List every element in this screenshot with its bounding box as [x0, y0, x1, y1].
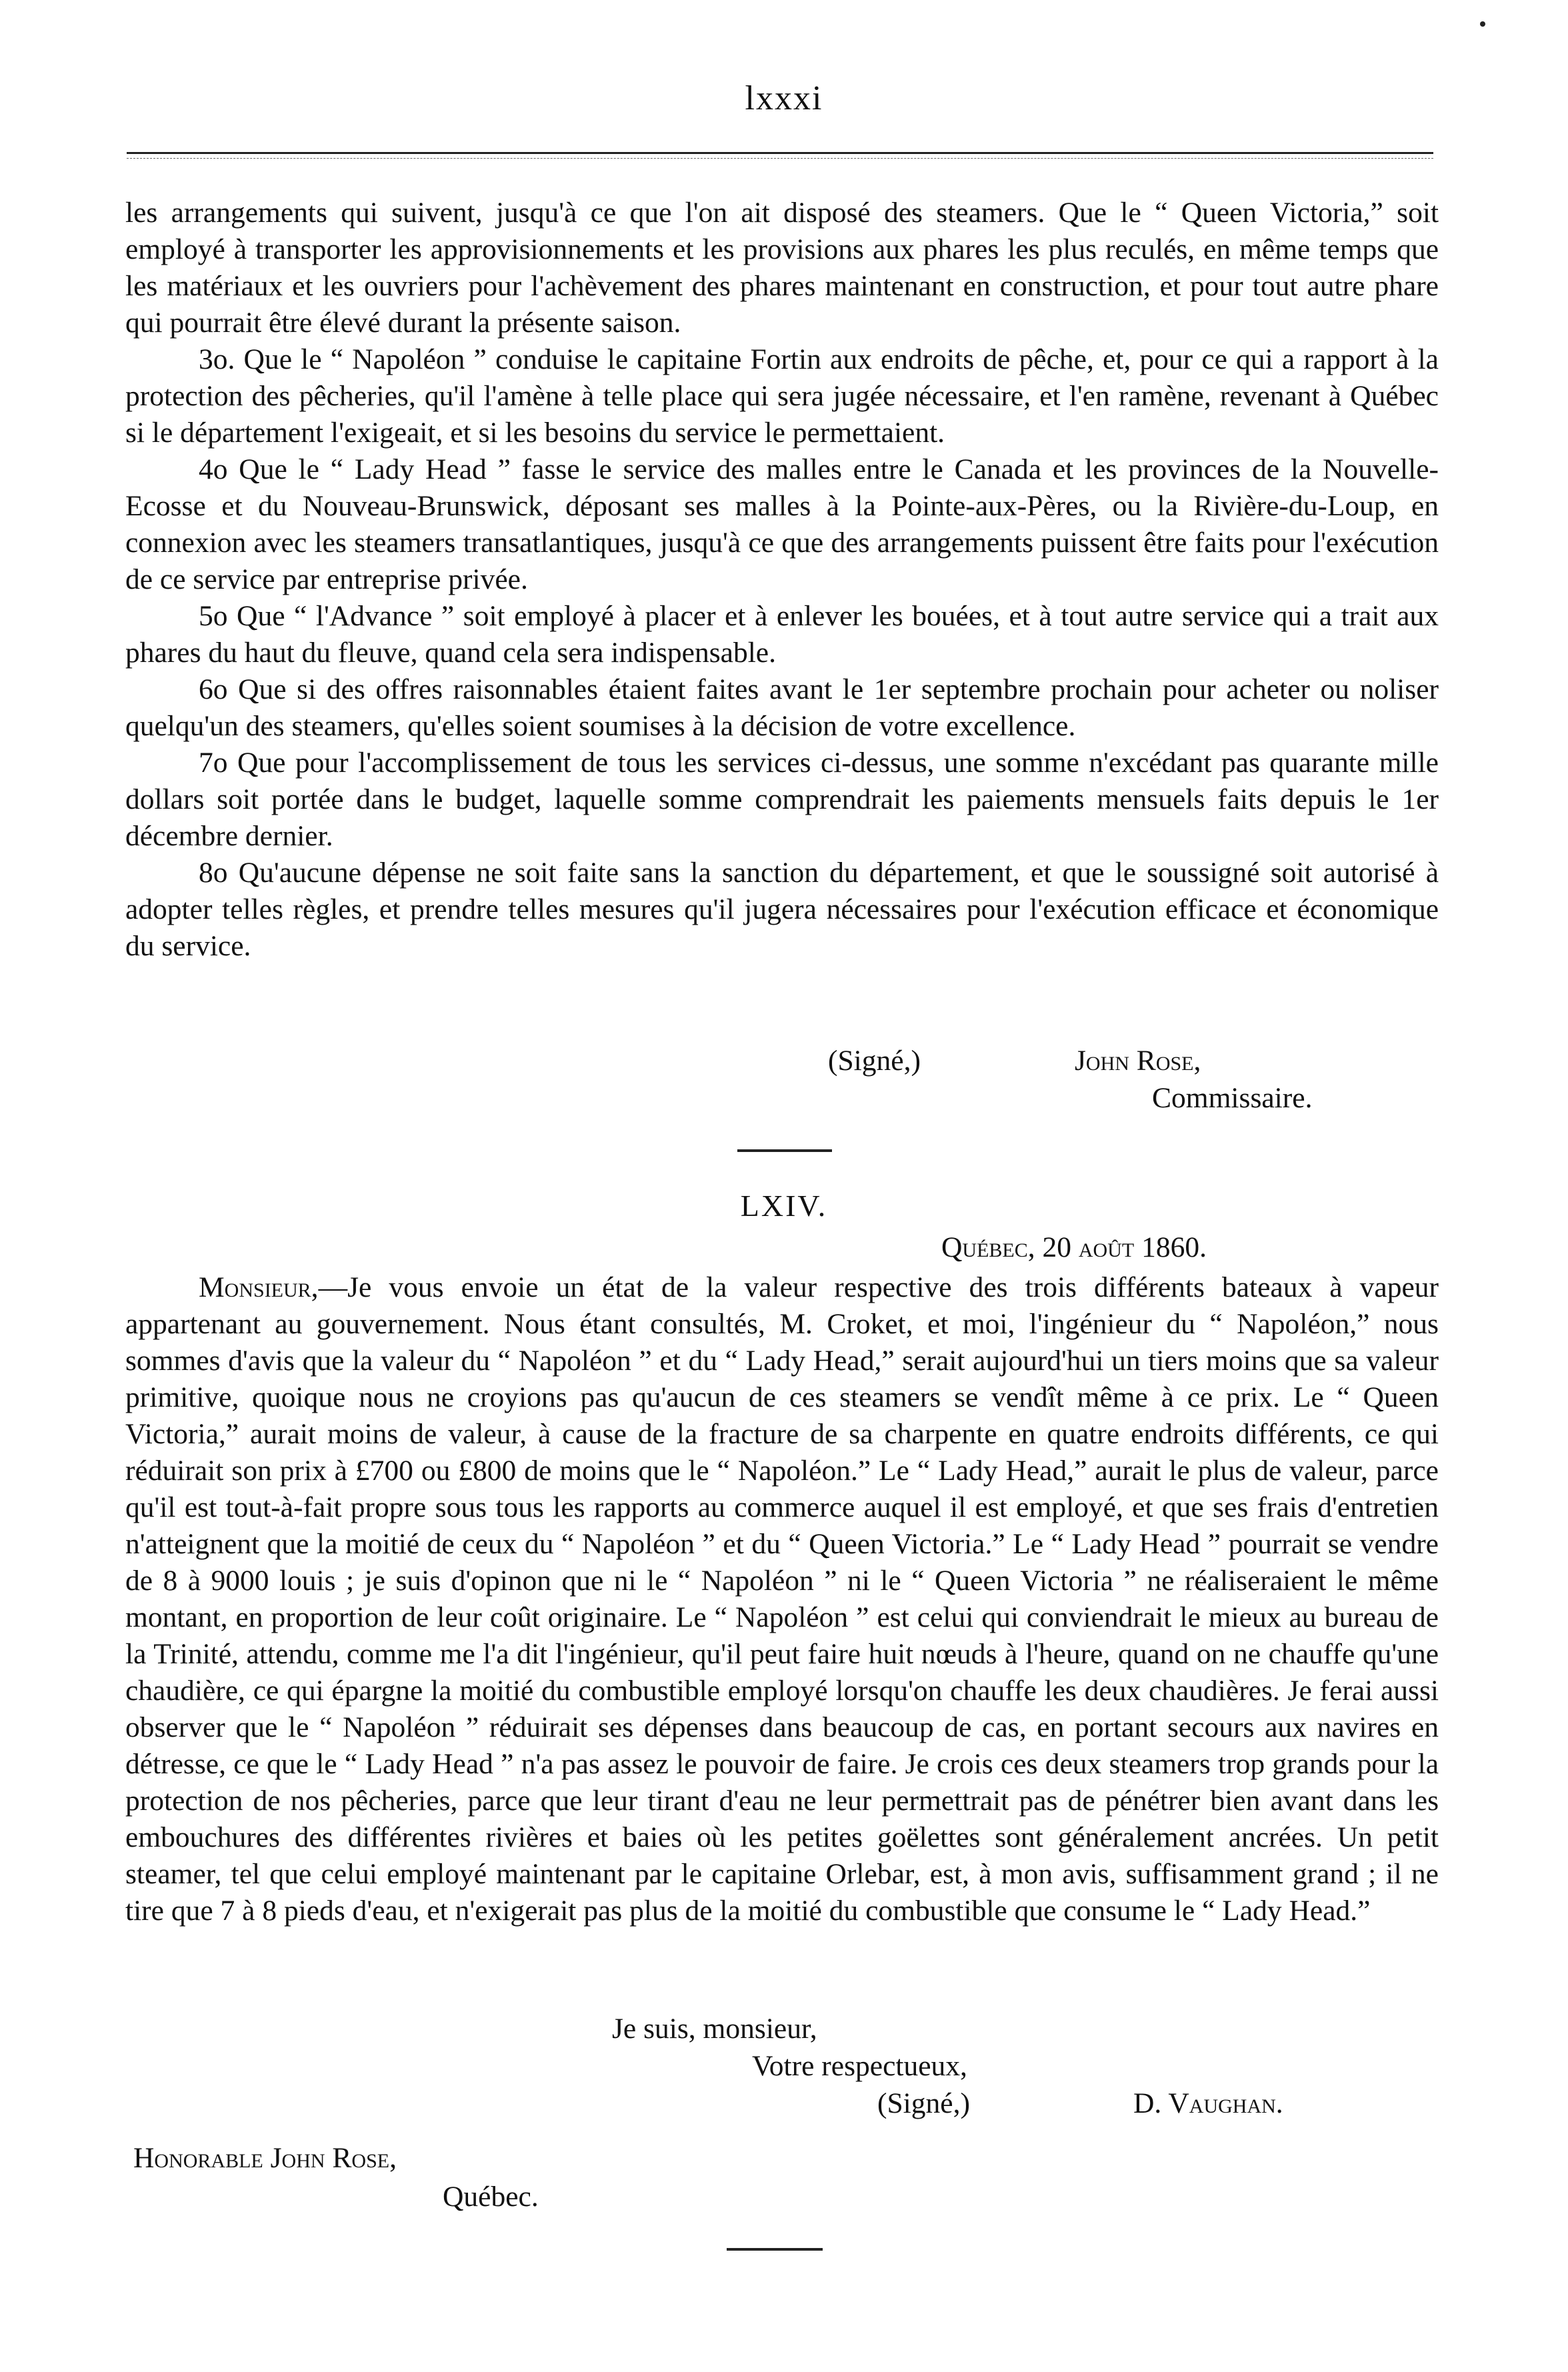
letter-text: —Je vous envoie un état de la valeur respective des trois différents bateaux à vapeur appartenant au gouvernement. Nous étant consultés, M. Croket, et moi, l'ingénieur du “ Napoléon,” nous sommes d'avis que la valeur du “ Napoléon ” et du “ Lady Head,” serait aujourd'hui un tiers moins que sa valeur primitive, quoique nous ne croyions pas qu'aucun de ces steamers se vendît même à ce prix. Le “ Queen Victoria,” aurait moins de valeur, à cause de la fracture de sa charpente en quatre endroits différents, ce qui réduirait son prix à £700 ou £800 de moins que le “ Napoléon.” Le “ Lady Head,” aurait le plus de valeur, parce qu'il est tout-à-fait propre sous tous les rapports au commerce auquel il est employé, et que ses frais d'entretien n'atteignent que la moitié de ceux du “ Napoléon ” et du “ Queen Victoria.” Le “ Lady Head ” pourrait se vendre de 8 à 9000 louis ; je suis d'opinon que ni le “ Napoléon ” ni le “ Queen Victoria ” ne réaliseraient le même montant, en proportion de leur coût originaire. Le “ Napoléon ” est celui qui conviendrait le mieux au bureau de la Trinité, attendu, comme me l'a dit l'ingénieur, qu'il peut faire huit nœuds à l'heure, quand on ne chauffe qu'une chaudière, ce qui épargne la moitié du combustible employé lorsqu'on chauffe les deux chaudières. Je ferai aussi observer que le “ Napoléon ” réduirait ses dépenses dans beaucoup de cas, en portant secours aux navires en détresse, ce que le “ Lady Head ” n'a pas assez le pouvoir de faire. Je crois ces deux steamers trop grands pour la protection de nos pêcheries, parce que leur tirant d'eau ne leur permettrait pas de pénétrer bien avant dans les embouchures des différentes rivières et baies où les petites goëlettes sont généralement ancrées. Un petit steamer, tel que celui employé maintenant par le capitaine Orlebar, est, à mon avis, suffisamment grand ; il ne tire que 7 à 8 pieds d'eau, et n'exigerait pas plus de la moitié du combustible que consume le “ Lady Head.” — [125, 1271, 1439, 1927]
closing-line-2: Votre respectueux, — [752, 2050, 967, 2082]
section-divider — [737, 1149, 832, 1152]
page-number: lxxxi — [745, 79, 823, 117]
paragraph-item-3: 3o. Que le “ Napoléon ” conduise le capitaine Fortin aux endroits de pêche, et, pour ce qui a rapport à la protection des pêcheries, qu'il l'amène à telle place qui sera jugée nécessaire, et l'en ramène, revenant à Québec si le département l'exigeait, et si les besoins du service le permettaient. — [125, 343, 1439, 449]
letter-body — [125, 1269, 1439, 1929]
addressee-name: Honorable John Rose, — [133, 2142, 397, 2174]
addressee-city: Québec. — [443, 2181, 539, 2213]
salutation: Monsieur, — [199, 1271, 319, 1303]
section-number: LXIV. — [740, 1189, 828, 1223]
signer-name: John Rose, — [1075, 1045, 1201, 1077]
paragraph-continuation: les arrangements qui suivent, jusqu'à ce que l'on ait disposé des steamers. Que le “ Queen Victoria,” soit employé à transporter les approvisionnements et les provisions aux phares les plus reculés, en même temps que les matériaux et les ouvriers pour l'achèvement des phares maintenant en construction, et pour tout autre phare qui pourrait être élevé durant la présente saison. — [125, 197, 1439, 339]
dateline: Québec, 20 août 1860. — [941, 1231, 1207, 1263]
signed-label: (Signé,) — [828, 1045, 921, 1077]
paragraph-item-7: 7o Que pour l'accomplissement de tous les services ci-dessus, une somme n'excédant pas quarante mille dollars soit portée dans le budget, laquelle somme comprendrait les paiements mensuels faits depuis le 1er décembre dernier. — [125, 747, 1439, 852]
closing-line-1: Je suis, monsieur, — [612, 2013, 817, 2045]
header-rule-secondary — [127, 158, 1433, 159]
paragraph-item-4: 4o Que le “ Lady Head ” fasse le service des malles entre le Canada et les provinces de la Nouvelle-Ecosse et du Nouveau-Brunswick, déposant ses malles à la Pointe-aux-Pères, ou la Rivière-du-Loup, en connexion avec les steamers transatlantiques, jusqu'à ce que des arrangements puissent être faits pour l'exécution de ce service par entreprise privée. — [125, 453, 1439, 595]
paragraph-item-6: 6o Que si des offres raisonnables étaient faites avant le 1er septembre prochain pour acheter ou noliser quelqu'un des steamers, qu'elles soient soumises à la décision de votre excellence. — [125, 673, 1439, 742]
signer-name-2: D. Vaughan. — [1133, 2087, 1283, 2119]
signer-title: Commissaire. — [1152, 1082, 1313, 1114]
bottom-divider — [727, 2248, 823, 2251]
header-rule — [127, 152, 1433, 154]
paragraph-item-5: 5o Que “ l'Advance ” soit employé à placer et à enlever les bouées, et à tout autre service qui a trait aux phares du haut du fleuve, quand cela sera indispensable. — [125, 600, 1439, 669]
part1-text — [125, 195, 1439, 965]
margin-mark — [1480, 21, 1485, 27]
signed-label-2: (Signé,) — [877, 2087, 970, 2119]
paragraph-item-8: 8o Qu'aucune dépense ne soit faite sans la sanction du département, et que le soussigné soit autorisé à adopter telles règles, et prendre telles mesures qu'il jugera nécessaires pour l'exécution efficace et économique du service. — [125, 857, 1439, 962]
